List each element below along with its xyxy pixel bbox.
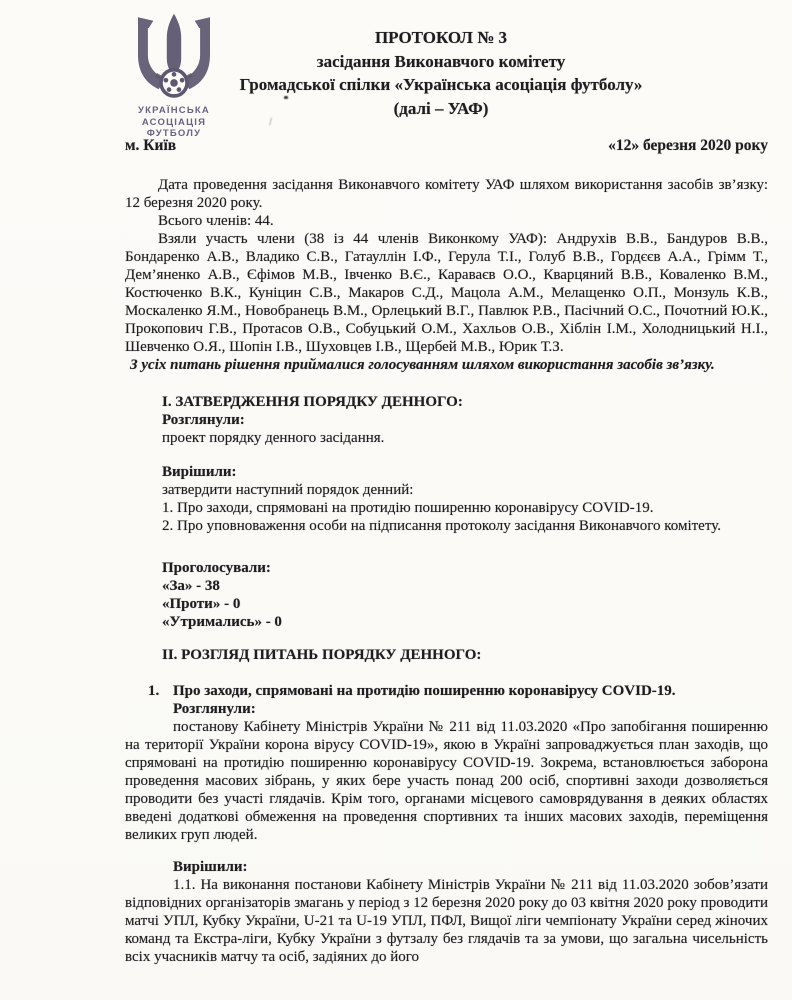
uaf-logo bbox=[126, 8, 222, 140]
item-title-text: Про заходи, спрямовані на протидію поширенню коронавірусу COVID-19. bbox=[173, 683, 676, 699]
participants-list: Андрухів В.В., Бандуров В.В., Бондаренко А.В., Владико С.В., Гатауллін І.Ф., Герула Т.І., Голуб В.В., Гордєєв А.А., Грімм Т., Дем’яненко А.В., Єфімов М.В., Івченко В.Є., Караваєв О.О., Кварцяний В.В., Коваленко В.М., Костюченко В.К., Куніцин С.В., Макаров С.Д., Мацола А.М., Мелащенко О.П., Монзуль К.В., Москаленко Я.М., Новобранець В.М., Орлецький В.Г., Павлюк Р.В., Пасічний О.С., Почотний Ю.К., Прокопович Г.В., Протасов О.В., Собуцький О.М., Хахльов О.В., Хіблін І.М., Холодницький Н.І., Шевченко О.Я., Шопін І.В., Шуховцев І.В., Щербей М.В., Юрик Т.З. bbox=[125, 231, 769, 355]
section-1-decided-intro: затвердити наступний порядок денний: bbox=[162, 482, 414, 498]
participants-prefix: Взяли участь члени (38 із 44 членів Виконкому УАФ): bbox=[158, 231, 548, 247]
document-title-block bbox=[230, 26, 652, 120]
section-2-decided-label: Вирішили: bbox=[173, 859, 248, 875]
date-label: «12» березня 2020 року bbox=[608, 137, 768, 154]
participants-paragraph bbox=[125, 230, 768, 356]
intro-paragraph-date: Дата проведення засідання Виконавчого комітету УАФ шляхом використання засобів зв’язку: 12 березня 2020 року. bbox=[125, 177, 768, 211]
vote-against: «Проти» - 0 bbox=[162, 596, 241, 612]
document-content bbox=[0, 26, 792, 966]
agenda-item-2: 2. Про уповноваження особи на підписання протоколу засідання Виконавчого комітету. bbox=[162, 518, 721, 534]
section-2-item-1-title bbox=[148, 682, 768, 700]
org-name-line2: АСОЦІАЦІЯ bbox=[141, 116, 207, 128]
section-1-considered-label: Розглянули: bbox=[162, 412, 245, 428]
document-subtitle-2: Громадської спілки «Українська асоціація футболу» bbox=[239, 75, 643, 94]
item-number: 1. bbox=[148, 683, 160, 699]
document-title: ПРОТОКОЛ № 3 bbox=[374, 28, 508, 47]
trident-football-icon bbox=[129, 8, 219, 102]
org-name-line3: ФУТБОЛУ bbox=[146, 128, 202, 139]
city-date-row bbox=[125, 137, 768, 155]
city-label: м. Київ bbox=[125, 137, 177, 154]
vote-abstained: «Утримались» - 0 bbox=[162, 614, 282, 630]
org-name-line1: УКРАЇНСЬКА bbox=[138, 105, 210, 116]
members-total: Всього членів: 44. bbox=[158, 213, 274, 229]
section-2-considered-label: Розглянули: bbox=[173, 701, 256, 717]
document-subtitle-3: (далі – УАФ) bbox=[393, 98, 489, 118]
section-1-considered-text: проект порядку денного засідання. bbox=[162, 430, 385, 446]
section-2-decided-text: 1.1. На виконання постанови Кабінету Міністрів України № 211 від 11.03.2020 зобов’язати відповідних організаторів змагань у період з 12 березня 2020 року до 03 квітня 2020 року проводити матчі УПЛ, Кубку України, U-21 та U-19 УПЛ, ПФЛ, Вищої ліги чемпіонату України серед жіночих команд та Екстра-ліги, Кубку України з футзалу без глядачів та за умови, що загальна чисельність всіх учасників матчу та осіб, задіяних до його bbox=[125, 877, 768, 965]
section-1 bbox=[162, 393, 768, 631]
scan-artifact-dot bbox=[284, 96, 288, 99]
section-1-decided-label: Вирішили: bbox=[162, 464, 237, 480]
section-1-voted-label: Проголосували: bbox=[162, 560, 271, 576]
agenda-item-1: 1. Про заходи, спрямовані на протидію поширенню коронавірусу COVID-19. bbox=[162, 500, 654, 516]
section-2-heading: ІІ. РОЗГЛЯД ПИТАНЬ ПОРЯДКУ ДЕННОГО: bbox=[162, 647, 482, 663]
voting-method-note: З усіх питань рішення приймалися голосуванням шляхом використання засобів зв’язку. bbox=[130, 357, 715, 373]
section-2-considered-text: постанову Кабінету Міністрів України № 211 від 11.03.2020 «Про запобігання поширенню на території України корона вірусу COVID-19», якою в Україні запроваджується план заходів, що спрямовані на протидію поширенню коронавірусу COVID-19. Зокрема, встановлюється заборона проведення масових зібрань, у яких бере участь понад 200 осіб, спортивні заходи дозволяється проводити без участі глядачів. Крім того, органами місцевого самоврядування в деяких областях введені додаткові обмеження на проведення спортивних та інших масових заходів, переміщення великих груп людей. bbox=[125, 719, 768, 843]
document-subtitle-1: засідання Виконавчого комітету bbox=[316, 51, 566, 71]
section-1-heading: І. ЗАТВЕРДЖЕННЯ ПОРЯДКУ ДЕННОГО: bbox=[162, 394, 463, 410]
vote-for: «За» - 38 bbox=[162, 578, 220, 594]
